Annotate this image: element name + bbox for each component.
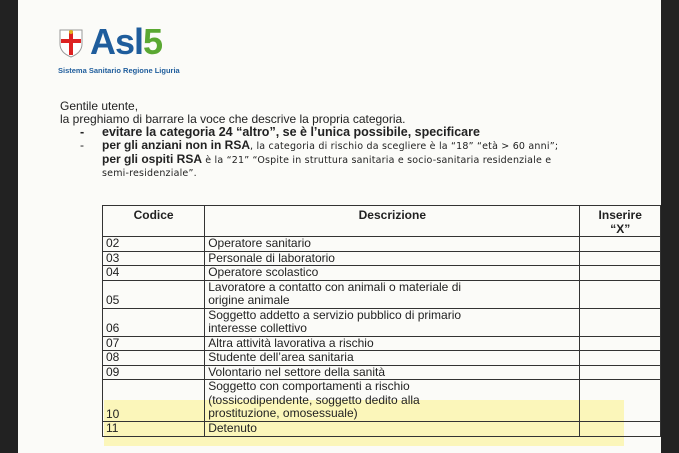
table-row <box>103 365 661 380</box>
description-cell <box>205 422 580 437</box>
description-cell <box>205 280 580 308</box>
table-row <box>103 380 661 422</box>
header-description: Descrizione <box>205 206 580 237</box>
code-cell: 03 <box>103 251 205 266</box>
liguria-shield-icon <box>58 28 84 58</box>
code-cell: 05 <box>103 280 205 308</box>
insert-x-cell[interactable] <box>580 266 661 281</box>
header-insert <box>580 206 661 237</box>
insert-x-cell[interactable] <box>580 280 661 308</box>
description-line: Personale di laboratorio <box>208 250 335 265</box>
table-row <box>103 280 661 308</box>
insert-x-cell[interactable] <box>580 365 661 380</box>
document-page <box>18 0 661 453</box>
table-row <box>103 336 661 351</box>
description-line: Soggetto con comportamenti a rischio <box>208 379 410 393</box>
bullet-2: - per gli anziani non in RSA, la categoria di rischio da scegliere è la “18” “età > 60 anni”; <box>80 138 559 152</box>
description-line: (tossicodipendente, soggetto dedito alla <box>208 392 420 407</box>
insert-x-cell[interactable] <box>580 422 661 437</box>
intro-text <box>60 100 640 180</box>
code-cell: 07 <box>103 336 205 351</box>
bullet-2-line-2-bold: per gli ospiti RSA <box>102 152 203 166</box>
description-cell <box>205 237 580 252</box>
asl5-logo <box>58 22 208 82</box>
bullet-2-line-3: semi-residenziale”. <box>102 168 197 179</box>
insert-x-cell[interactable] <box>580 336 661 351</box>
table-row <box>103 308 661 336</box>
description-cell <box>205 351 580 366</box>
description-cell <box>205 251 580 266</box>
header-insert-line-1: Inserire <box>598 208 642 222</box>
description-line: Operatore sanitario <box>208 236 311 250</box>
description-cell <box>205 308 580 336</box>
header-insert-line-2: “X” <box>610 222 631 236</box>
bullet-2-line-2-rest: è la “21” “Ospite in struttura sanitaria e socio-sanitaria residenziale e <box>202 155 552 166</box>
insert-x-cell[interactable] <box>580 380 661 422</box>
description-line: Operatore scolastico <box>208 265 319 279</box>
table-header-row <box>103 206 661 237</box>
logo-subtitle: Sistema Sanitario Regione Liguria <box>58 66 180 75</box>
bullet-2-line-2 <box>60 153 640 167</box>
table-row <box>103 237 661 252</box>
insert-x-cell[interactable] <box>580 237 661 252</box>
description-line: prostituzione, omosessuale) <box>208 406 358 420</box>
logo-wordmark <box>90 22 162 62</box>
insert-x-cell[interactable] <box>580 308 661 336</box>
category-table <box>102 205 661 437</box>
insert-x-cell[interactable] <box>580 351 661 366</box>
description-line: Detenuto <box>208 421 257 435</box>
description-cell <box>205 266 580 281</box>
description-cell <box>205 380 580 422</box>
description-line: Soggetto addetto a servizio pubblico di primario <box>208 307 462 322</box>
instruction: la preghiamo di barrare la voce che descrive la propria categoria. <box>60 112 406 126</box>
description-cell <box>205 336 580 351</box>
description-line: interesse collettivo <box>208 321 307 335</box>
logo-number: 5 <box>143 21 163 62</box>
table-row <box>103 266 661 281</box>
table-body <box>103 237 661 437</box>
code-cell: 08 <box>103 351 205 366</box>
table-row <box>103 251 661 266</box>
description-line: Studente dell’area sanitaria <box>208 350 354 364</box>
bullet-2-bold: per gli anziani non in RSA <box>102 138 251 152</box>
logo-name: Asl <box>90 21 144 62</box>
bullet-1: - evitare la categoria 24 “altro”, se è l’unica possibile, specificare <box>80 125 480 139</box>
insert-x-cell[interactable] <box>580 251 661 266</box>
code-cell: 06 <box>103 308 205 336</box>
description-line: Altra attività lavorativa a rischio <box>208 335 374 350</box>
description-cell <box>205 365 580 380</box>
description-line: origine animale <box>208 293 290 307</box>
bullet-1-text: evitare la categoria 24 “altro”, se è l’unica possibile, specificare <box>102 125 480 139</box>
description-line: Volontario nel settore della sanità <box>208 364 386 379</box>
code-cell: 11 <box>103 422 205 437</box>
code-cell: 10 <box>103 380 205 422</box>
table-row <box>103 351 661 366</box>
table-row <box>103 422 661 437</box>
greeting: Gentile utente, <box>60 99 139 113</box>
description-line: Lavoratore a contatto con animali o materiale di <box>208 279 462 294</box>
bullet-2-rest: , la categoria di rischio da scegliere è la “18” “età > 60 anni”; <box>250 141 559 152</box>
header-code: Codice <box>103 206 205 237</box>
code-cell: 04 <box>103 266 205 281</box>
code-cell: 09 <box>103 365 205 380</box>
code-cell: 02 <box>103 237 205 252</box>
